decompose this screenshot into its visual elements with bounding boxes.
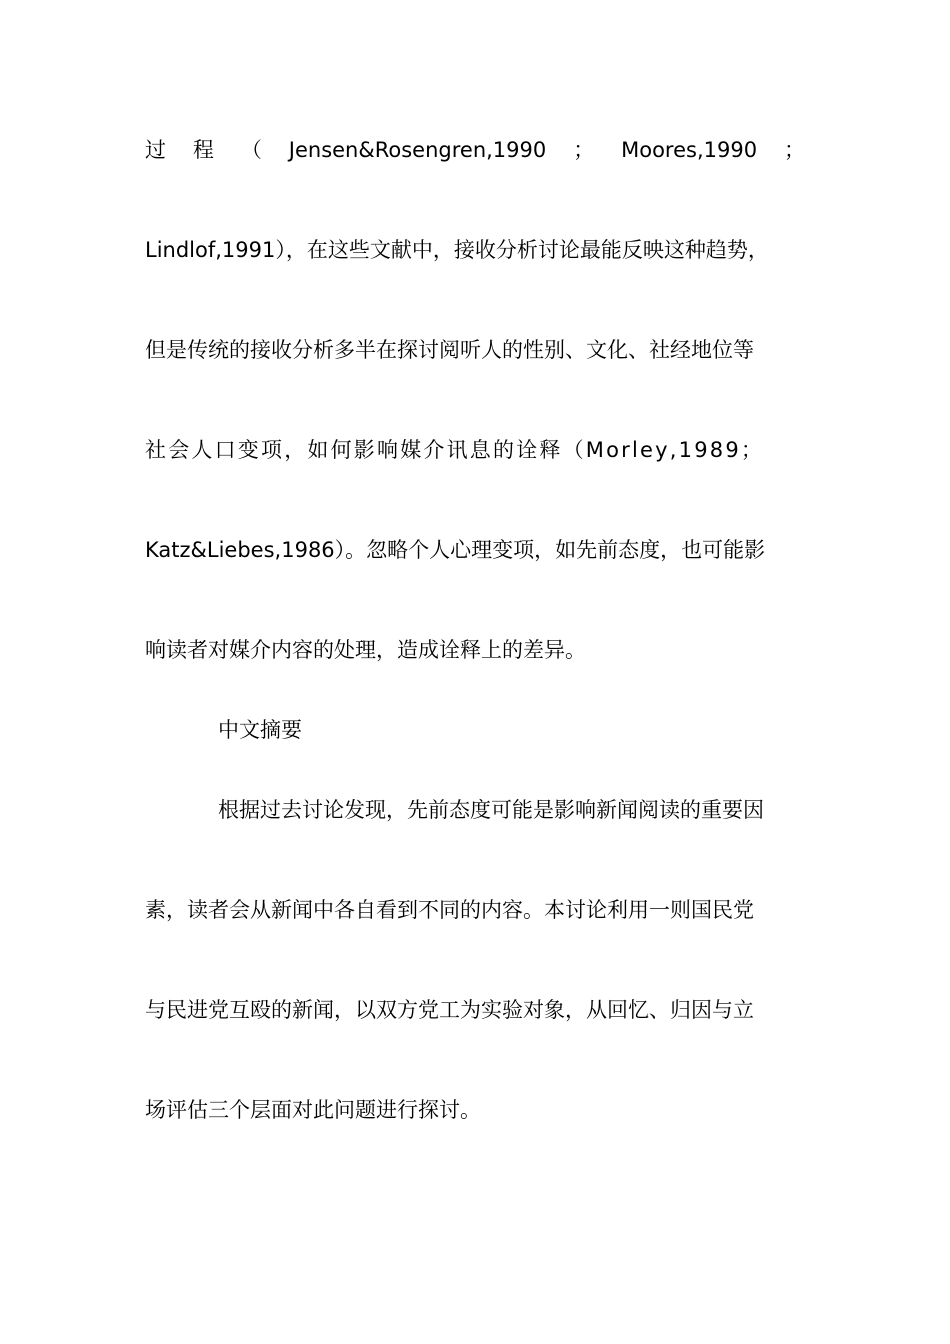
text-token: ； — [573, 138, 595, 162]
paragraph-1-line-1 — [145, 135, 805, 165]
paragraph-2-line-3: 与民进党互殴的新闻，以双方党工为实验对象，从回忆、归因与立 — [145, 998, 754, 1022]
section-heading: 中文摘要 — [218, 718, 302, 742]
text-token: 过 — [145, 138, 166, 162]
paragraph-2-line-1: 根据过去讨论发现，先前态度可能是影响新闻阅读的重要因 — [218, 798, 764, 822]
text-token: （ — [240, 138, 262, 162]
paragraph-2-line-4: 场评估三个层面对此问题进行探讨。 — [145, 1098, 481, 1122]
paragraph-1-line-3: 但是传统的接收分析多半在探讨阅听人的性别、文化、社经地位等 — [145, 338, 754, 362]
text-token: ； — [784, 138, 805, 162]
paragraph-1-line-6: 响读者对媒介内容的处理，造成诠释上的差异。 — [145, 638, 586, 662]
paragraph-1-line-5: Katz&Liebes,1986）。忽略个人心理变项，如先前态度，也可能影 — [145, 538, 766, 562]
citation-token: Moores,1990 — [621, 138, 758, 162]
paragraph-1-line-2: Lindlof,1991），在这些文献中，接收分析讨论最能反映这种趋势， — [145, 238, 769, 262]
paragraph-2-line-2: 素，读者会从新闻中各自看到不同的内容。本讨论利用一则国民党 — [145, 898, 754, 922]
citation-token: Jensen&Rosengren,1990 — [288, 138, 547, 162]
paragraph-1-line-4: 社会人口变项，如何影响媒介讯息的诠释（Morley,1989； — [145, 438, 765, 462]
text-token: 程 — [192, 138, 214, 162]
